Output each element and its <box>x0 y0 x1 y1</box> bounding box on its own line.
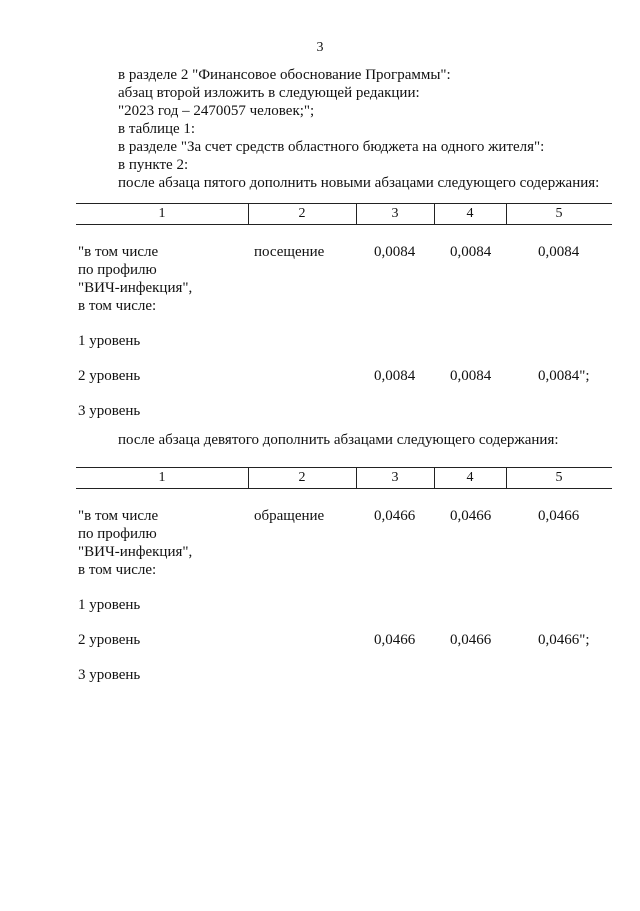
paragraph-2: после абзаца девятого дополнить абзацами следующего содержания: <box>118 432 559 448</box>
intro-line: в разделе 2 "Финансовое обоснование Программы": <box>118 67 451 83</box>
intro-line: после абзаца пятого дополнить новыми абзацами следующего содержания: <box>118 175 600 191</box>
table-header <box>76 467 612 489</box>
intro-line: в разделе "За счет средств областного бюджета на одного жителя": <box>118 139 545 155</box>
value-cell: 0,0466 <box>374 632 416 648</box>
level-label: 3 уровень <box>78 403 141 419</box>
value-cell: 0,0466"; <box>538 632 590 648</box>
intro-line: "2023 год – 2470057 человек;"; <box>118 103 315 119</box>
unit-cell: обращение <box>254 508 325 524</box>
header-cell: 3 <box>391 206 399 221</box>
value-cell: 0,0084 <box>450 244 492 260</box>
intro-line: в таблице 1: <box>118 121 196 137</box>
intro-text <box>118 66 623 192</box>
row-label: по профилю <box>78 526 157 542</box>
row-label: по профилю <box>78 262 157 278</box>
row-label: в том числе: <box>78 562 157 578</box>
table-header <box>76 203 612 225</box>
intro-line: в пункте 2: <box>118 157 189 173</box>
page-number: 3 <box>316 40 324 55</box>
value-cell: 0,0084 <box>538 244 580 260</box>
header-cell: 5 <box>555 206 563 221</box>
level-label: 2 уровень <box>78 368 141 384</box>
value-cell: 0,0466 <box>450 632 492 648</box>
header-cell: 3 <box>391 470 399 485</box>
header-cell: 4 <box>466 206 474 221</box>
value-cell: 0,0084 <box>450 368 492 384</box>
row-label: в том числе: <box>78 298 157 314</box>
table-2 <box>76 467 612 683</box>
row-label: "в том числе <box>78 244 159 260</box>
header-cell: 1 <box>158 470 166 485</box>
value-cell: 0,0466 <box>450 508 492 524</box>
level-label: 3 уровень <box>78 667 141 683</box>
value-cell: 0,0084 <box>374 244 416 260</box>
intro-line: абзац второй изложить в следующей редакции: <box>118 85 420 101</box>
row-label: "ВИЧ-инфекция", <box>78 544 193 560</box>
header-cell: 1 <box>158 206 166 221</box>
level-label: 1 уровень <box>78 333 141 349</box>
row-label: "ВИЧ-инфекция", <box>78 280 193 296</box>
level-label: 1 уровень <box>78 597 141 613</box>
value-cell: 0,0084"; <box>538 368 590 384</box>
unit-cell: посещение <box>254 244 325 260</box>
header-cell: 5 <box>555 470 563 485</box>
table-1 <box>76 203 612 419</box>
row-label: "в том числе <box>78 508 159 524</box>
level-label: 2 уровень <box>78 632 141 648</box>
value-cell: 0,0084 <box>374 368 416 384</box>
value-cell: 0,0466 <box>374 508 416 524</box>
value-cell: 0,0466 <box>538 508 580 524</box>
header-cell: 4 <box>466 470 474 485</box>
header-cell: 2 <box>298 206 306 221</box>
header-cell: 2 <box>298 470 306 485</box>
